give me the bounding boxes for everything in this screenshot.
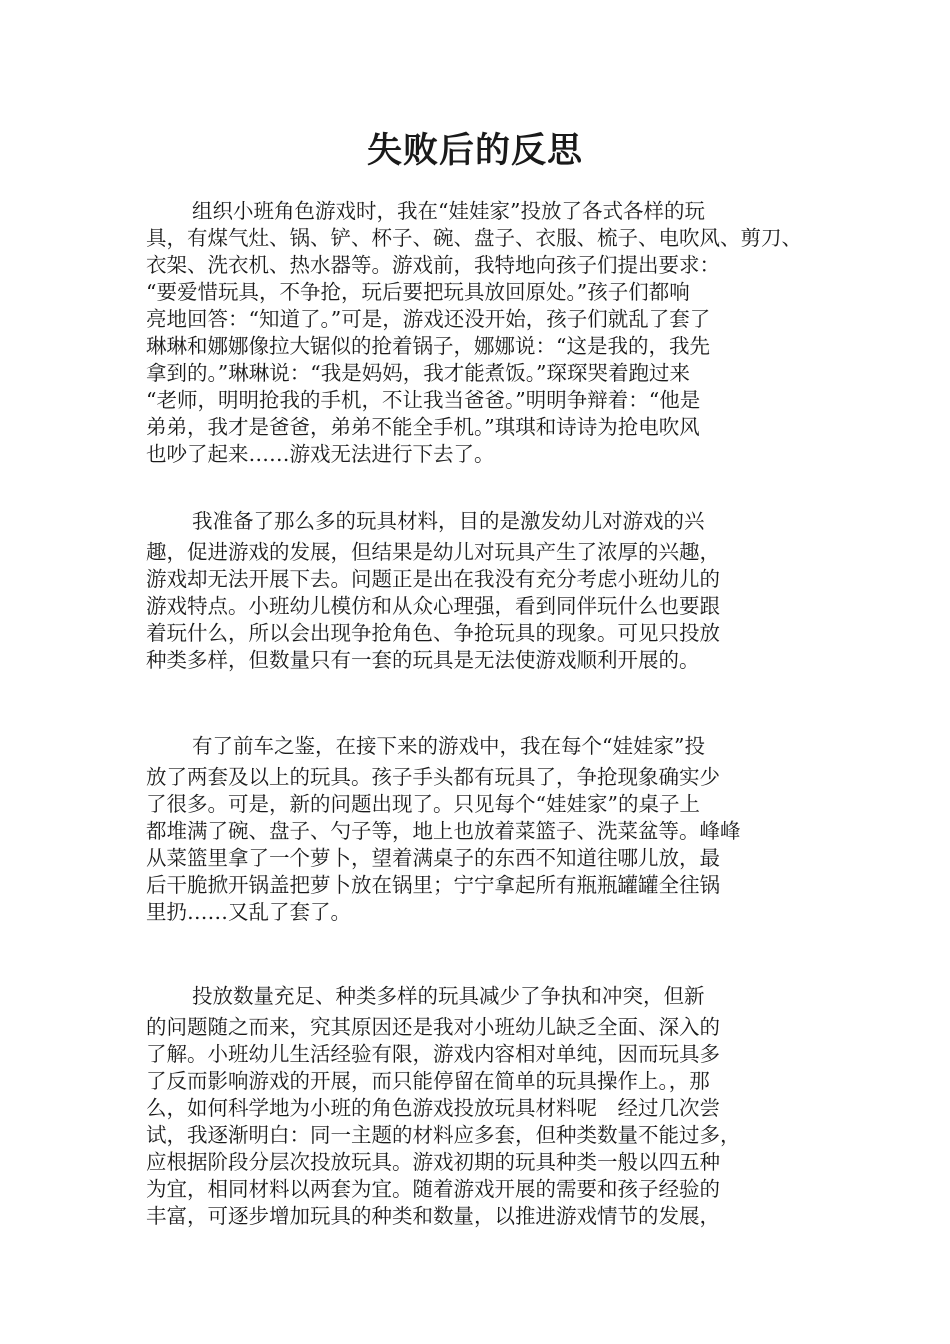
- paragraph-2: [146, 508, 808, 674]
- text-line: 丰富，可逐步增加玩具的种类和数量，以推进游戏情节的发展，: [146, 1204, 720, 1228]
- text-line: “要爱惜玩具，不争抢，玩后要把玩具放回原处。”孩子们都响: [146, 280, 690, 304]
- paragraph-1: [146, 198, 808, 468]
- text-line: 具，有煤气灶、锅、铲、杯子、碗、盘子、衣服、梳子、电吹风、剪刀、: [146, 226, 802, 250]
- text-line: 亮地回答：“知道了。”可是，游戏还没开始，孩子们就乱了套了: [146, 307, 711, 331]
- text-line: 里扔……又乱了套了。: [146, 900, 351, 924]
- text-line: 都堆满了碗、盘子、勺子等，地上也放着菜篮子、洗菜盆等。峰峰: [146, 819, 741, 843]
- text-line: 趣，促进游戏的发展，但结果是幼儿对玩具产生了浓厚的兴趣，: [146, 540, 720, 564]
- text-line: 后干脆掀开锅盖把萝卜放在锅里；宁宁拿起所有瓶瓶罐罐全往锅: [146, 873, 720, 897]
- text-line: 游戏却无法开展下去。问题正是出在我没有充分考虑小班幼儿的: [146, 567, 720, 591]
- text-line: 了很多。可是，新的问题出现了。只见每个“娃娃家”的桌子上: [146, 792, 700, 816]
- text-line: “老师，明明抢我的手机，不让我当爸爸。”明明争辩着：“他是: [146, 388, 701, 412]
- text-line: 的问题随之而来，究其原因还是我对小班幼儿缺乏全面、深入的: [146, 1015, 720, 1039]
- text-line: 为宜，相同材料以两套为宜。随着游戏开展的需要和孩子经验的: [146, 1177, 720, 1201]
- text-line: 投放数量充足、种类多样的玩具减少了争执和冲突，但新: [192, 984, 705, 1008]
- text-line: 有了前车之鉴，在接下来的游戏中，我在每个“娃娃家”投: [192, 734, 705, 758]
- document-title: 失败后的反思: [366, 130, 583, 171]
- text-line: 应根据阶段分层次投放玩具。游戏初期的玩具种类一般以四五种: [146, 1150, 720, 1174]
- text-line: 琳琳和娜娜像拉大锯似的抢着锅子，娜娜说：“这是我的，我先: [146, 334, 710, 358]
- text-line: 放了两套及以上的玩具。孩子手头都有玩具了，争抢现象确实少: [146, 765, 720, 789]
- text-line: 种类多样，但数量只有一套的玩具是无法使游戏顺利开展的。: [146, 648, 700, 672]
- text-line: 衣架、洗衣机、热水器等。游戏前，我特地向孩子们提出要求：: [146, 253, 720, 277]
- text-line: 么，如何科学地为小班的角色游戏投放玩具材料呢 经过几次尝: [146, 1096, 720, 1120]
- text-line: 了反而影响游戏的开展，而只能停留在简单的玩具操作上。，那: [146, 1069, 710, 1093]
- text-line: 组织小班角色游戏时，我在“娃娃家”投放了各式各样的玩: [192, 199, 705, 223]
- text-line: 游戏特点。小班幼儿模仿和从众心理强，看到同伴玩什么也要跟: [146, 594, 720, 618]
- text-line: 着玩什么，所以会出现争抢角色、争抢玩具的现象。可见只投放: [146, 621, 720, 645]
- text-line: 试，我逐渐明白：同一主题的材料应多套，但种类数量不能过多，: [146, 1123, 741, 1147]
- paragraph-4: [146, 983, 808, 1230]
- paragraph-3: [146, 733, 808, 926]
- text-line: 拿到的。”琳琳说：“我是妈妈，我才能煮饭。”琛琛哭着跑过来: [146, 361, 690, 385]
- text-line: 了解。小班幼儿生活经验有限，游戏内容相对单纯，因而玩具多: [146, 1042, 720, 1066]
- text-line: 弟弟，我才是爸爸，弟弟不能全手机。”琪琪和诗诗为抢电吹风: [146, 415, 700, 439]
- text-line: 也吵了起来……游戏无法进行下去了。: [146, 442, 495, 466]
- text-line: 从菜篮里拿了一个萝卜，望着满桌子的东西不知道往哪儿放，最: [146, 846, 720, 870]
- text-line: 我准备了那么多的玩具材料，目的是激发幼儿对游戏的兴: [192, 509, 705, 533]
